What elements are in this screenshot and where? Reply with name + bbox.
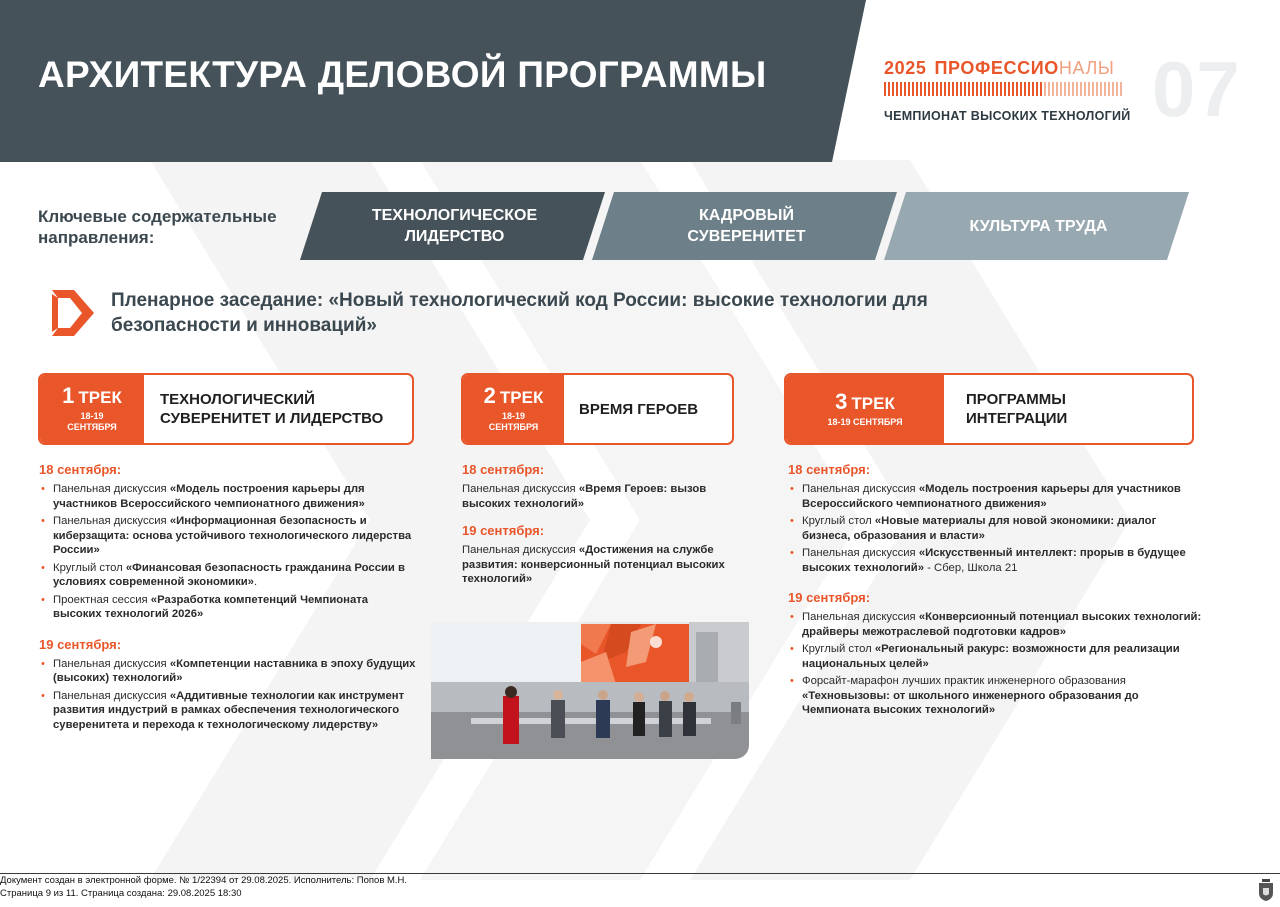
brand-tick [996, 82, 998, 96]
session-note: - Сбер, Школа 21 [924, 561, 1018, 574]
session-item [39, 689, 417, 733]
session-list [39, 657, 417, 733]
session-item [788, 642, 1206, 671]
track-3-tag [786, 375, 944, 443]
brand-tick [1000, 82, 1002, 96]
brand-tick [1104, 82, 1106, 96]
session-format: Круглый стол [802, 515, 875, 527]
page-title: АРХИТЕКТУРА ДЕЛОВОЙ ПРОГРАММЫ [38, 54, 767, 95]
brand-tick [988, 82, 990, 96]
session-format: Круглый стол [53, 561, 126, 574]
day-spacer [462, 511, 732, 523]
session-title: «Искусственный интеллект: прорыв в будущее высоких технологий» [802, 547, 1186, 574]
brand-tick [1024, 82, 1026, 96]
track-3-dates: 18-19 СЕНТЯБРЯ [827, 416, 903, 427]
brand-name-part-a: ПРОФЕССИО [934, 58, 1059, 78]
session-title: «Достижения на службе развития: конверсионный потенциал высоких технологий» [462, 544, 725, 585]
session-list [462, 482, 732, 511]
session-format: Проектная сессия [53, 593, 151, 606]
brand-tick [968, 82, 970, 96]
brand-tick [984, 82, 986, 96]
brand-tick [1052, 82, 1054, 96]
directions-label: Ключевые содержательные направления: [38, 207, 277, 247]
track-1-word: ТРЕК [78, 388, 122, 407]
brand-tick [900, 82, 902, 96]
brand-tick [896, 82, 898, 96]
brand-tick [1060, 82, 1062, 96]
session-item [788, 482, 1206, 511]
brand-name [884, 58, 1131, 79]
track-3-word: ТРЕК [851, 393, 895, 413]
session-format: Круглый стол [802, 643, 875, 655]
session-title: «Компетенции наставника в эпоху будущих (высоких) технологий» [53, 657, 416, 684]
brand-tick [964, 82, 966, 96]
brand-tick [980, 82, 982, 96]
brand-tick [1028, 82, 1030, 96]
brand-tick [992, 82, 994, 96]
brand-tick [1076, 82, 1078, 96]
footer-divider [0, 873, 1280, 874]
brand-tick [1040, 82, 1042, 96]
brand-tick [1096, 82, 1098, 96]
brand-tick [908, 82, 910, 96]
footer-line-2: Страница 9 из 11. Страница создана: 29.08.2025 18:30 [0, 887, 242, 899]
track-1-title: ТЕХНОЛОГИЧЕСКИЙ СУВЕРЕНИТЕТ И ЛИДЕРСТВО [160, 391, 384, 427]
direction-technological-leadership: ТЕХНОЛОГИЧЕСКОЕ ЛИДЕРСТВО [371, 207, 538, 245]
brand-tick [932, 82, 934, 96]
track-3-number: 3 [835, 388, 848, 414]
session-item [462, 543, 732, 587]
brand-tick [1008, 82, 1010, 96]
brand-tick [884, 82, 886, 96]
session-item [39, 514, 417, 558]
brand-tick [1004, 82, 1006, 96]
brand-name-part-b: НАЛЫ [1058, 58, 1115, 78]
session-title: «Информационная безопасность и киберзащита: основа устойчивого технологического лидерства России» [53, 515, 412, 556]
brand-tick [1056, 82, 1058, 96]
page-number: 07 [1152, 45, 1241, 133]
brand-tick [1020, 82, 1022, 96]
session-format: Панельная дискуссия [462, 544, 579, 556]
brand-tick [1048, 82, 1050, 96]
brand-tick [960, 82, 962, 96]
session-format: Панельная дискуссия [53, 657, 170, 670]
session-title: «Техновызовы: от школьного инженерного образования до Чемпионата высоких технологий» [802, 689, 1139, 716]
day-spacer [788, 578, 1206, 590]
brand-tick [1016, 82, 1018, 96]
brand-tick [1112, 82, 1114, 96]
track-2-header [461, 373, 734, 445]
session-format: Панельная дискуссия [802, 483, 919, 495]
track-2-number: 2 [483, 383, 496, 408]
plenary-session-title: Пленарное заседание: «Новый технологический код России: высокие технологии для безопасности и инноваций» [111, 290, 928, 336]
session-format: Панельная дискуссия [53, 689, 170, 702]
session-list [788, 482, 1206, 575]
track-3-header [784, 373, 1194, 445]
session-item [788, 610, 1206, 639]
track-1-number: 1 [62, 383, 75, 408]
brand-tick [1036, 82, 1038, 96]
session-item [462, 482, 732, 511]
session-format: Панельная дискуссия [802, 547, 919, 559]
day-heading: 18 сентября: [462, 462, 545, 477]
plenary-chevron-icon [48, 290, 96, 336]
session-format: Панельная дискуссия [802, 611, 919, 623]
session-title: «Время Героев: вызов высоких технологий» [462, 483, 707, 510]
session-title: «Новые материалы для новой экономики: диалог бизнеса, образования и власти» [802, 515, 1157, 542]
brand-tick [1032, 82, 1034, 96]
direction-personnel-sovereignty: КАДРОВЫЙ СУВЕРЕНИТЕТ [687, 207, 806, 245]
brand-logo [884, 58, 1131, 123]
session-title: «Финансовая безопасность гражданина России в условиях современной экономики» [53, 561, 405, 588]
session-title: «Аддитивные технологии как инструмент развития индустрий в рамках обеспечения технологического суверенитета и перехода к технологическому лидерству» [53, 689, 405, 731]
session-title: «Конверсионный потенциал высоких технологий: драйверы межотраслевой подготовки кадров» [802, 611, 1202, 638]
brand-subtitle: ЧЕМПИОНАТ ВЫСОКИХ ТЕХНОЛОГИЙ [884, 109, 1131, 123]
brand-tick [1088, 82, 1090, 96]
session-item [788, 674, 1206, 718]
session-note: . [253, 576, 258, 588]
brand-tick [1108, 82, 1110, 96]
brand-tick [904, 82, 906, 96]
session-title: «Модель построения карьеры для участников Всероссийского чемпионатного движения» [802, 483, 1181, 510]
brand-year: 2025 [884, 58, 927, 78]
brand-tick [1120, 82, 1122, 96]
track-3-title: ПРОГРАММЫ ИНТЕГРАЦИИ [966, 391, 1068, 427]
brand-tick [940, 82, 942, 96]
brand-tick [892, 82, 894, 96]
brand-tick [924, 82, 926, 96]
track-1-dates: 18-19 СЕНТЯБРЯ [67, 411, 117, 432]
brand-tick [1080, 82, 1082, 96]
brand-tick [972, 82, 974, 96]
track-1-header [38, 373, 414, 445]
track-1-tag [40, 375, 144, 443]
day-heading: 19 сентября: [462, 523, 545, 538]
session-item [39, 593, 417, 622]
brand-tick [1116, 82, 1118, 96]
brand-tick [888, 82, 890, 96]
track-1-schedule [39, 462, 417, 735]
brand-tick [1012, 82, 1014, 96]
day-heading: 18 сентября: [39, 462, 122, 477]
session-format: Панельная дискуссия [462, 483, 579, 495]
brand-tick [1064, 82, 1066, 96]
session-item [788, 546, 1206, 575]
brand-tick [936, 82, 938, 96]
brand-tick [1100, 82, 1102, 96]
brand-tick [912, 82, 914, 96]
brand-tick [1072, 82, 1074, 96]
session-list [462, 543, 732, 587]
brand-tick [956, 82, 958, 96]
day-spacer [39, 625, 417, 637]
day-heading: 19 сентября: [788, 590, 871, 605]
brand-tick [920, 82, 922, 96]
brand-tick [1068, 82, 1070, 96]
track-2-title: ВРЕМЯ ГЕРОЕВ [579, 400, 699, 418]
day-heading: 19 сентября: [39, 636, 122, 652]
session-list [788, 610, 1206, 718]
track-3-schedule [788, 462, 1206, 721]
session-item [788, 514, 1206, 543]
brand-tick [1044, 82, 1046, 96]
brand-tick [944, 82, 946, 96]
session-list [39, 482, 417, 622]
track-2-schedule [462, 462, 732, 587]
track-2-dates: 18-19 СЕНТЯБРЯ [488, 411, 539, 432]
brand-tick [976, 82, 978, 96]
day-heading: 18 сентября: [788, 462, 871, 477]
session-title: «Региональный ракурс: возможности для реализации национальных целей» [802, 643, 1180, 670]
session-format: Форсайт-марафон лучших практик инженерного образования [802, 675, 1126, 687]
brand-tick [928, 82, 930, 96]
session-item [39, 482, 417, 511]
coat-of-arms-icon [1258, 879, 1274, 901]
session-item [39, 657, 417, 686]
brand-tick [916, 82, 918, 96]
track-2-tag [463, 375, 564, 443]
brand-tick [952, 82, 954, 96]
brand-tick [948, 82, 950, 96]
session-item [39, 561, 417, 590]
session-title: «Модель построения карьеры для участников Всероссийского чемпионатного движения» [53, 483, 365, 510]
session-format: Панельная дискуссия [53, 515, 170, 527]
brand-tick [1084, 82, 1086, 96]
brand-ticks-graphic [884, 82, 1122, 96]
brand-tick [1092, 82, 1094, 96]
session-format: Панельная дискуссия [53, 483, 170, 495]
direction-labor-culture: КУЛЬТУРА ТРУДА [969, 217, 1108, 235]
conference-photo [431, 622, 749, 759]
session-title: «Разработка компетенций Чемпионата высоких технологий 2026» [53, 593, 369, 620]
footer-document-info [0, 875, 407, 900]
track-2-word: ТРЕК [499, 388, 544, 407]
footer-line-1: Документ создан в электронной форме. № 1/22394 от 29.08.2025. Исполнитель: Попов М.Н. [0, 875, 408, 886]
